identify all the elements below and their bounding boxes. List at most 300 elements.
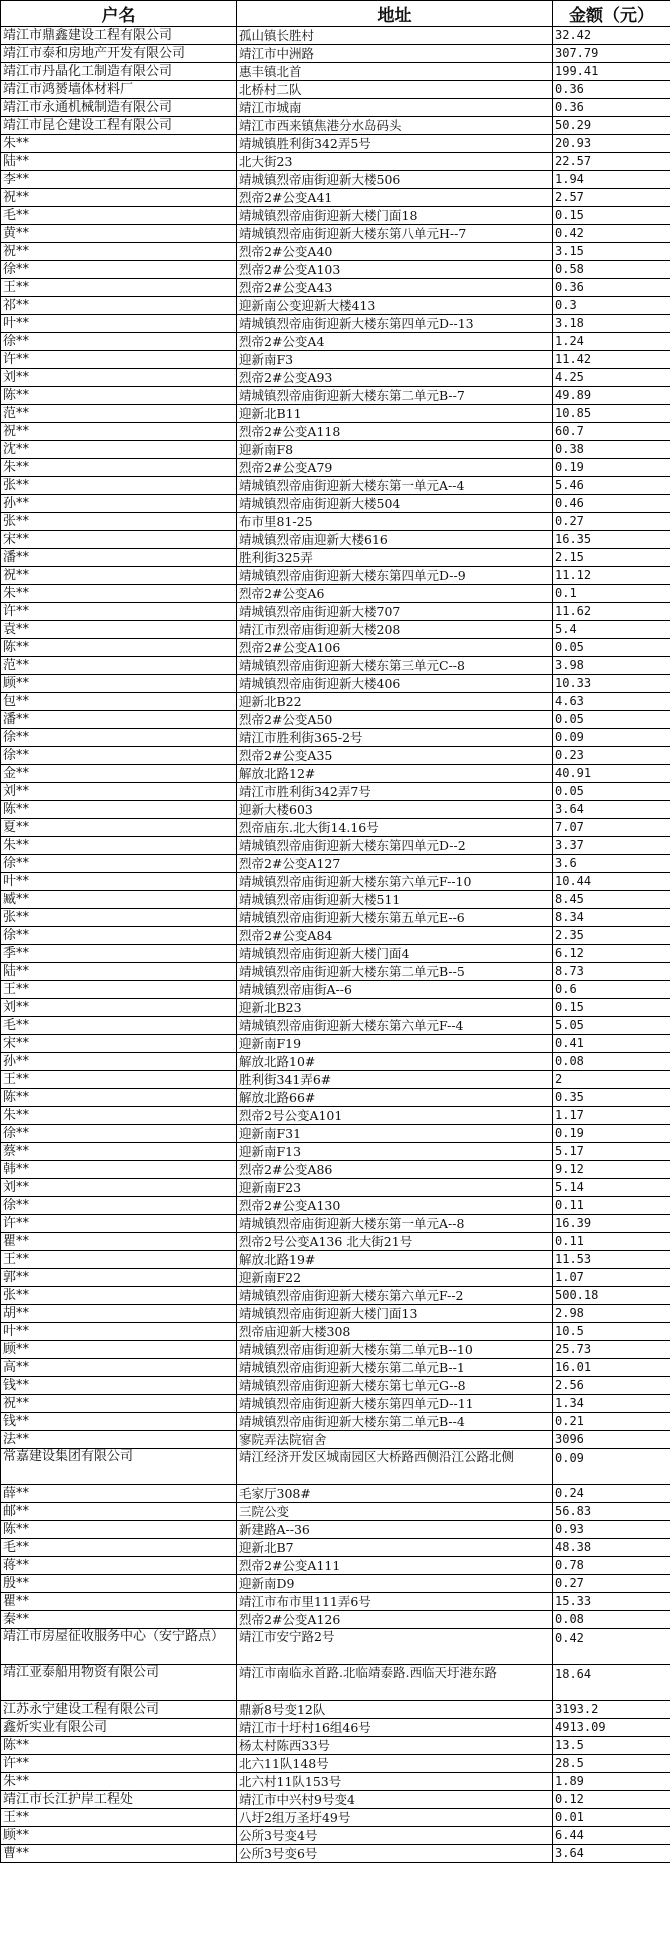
table-row (1, 1143, 670, 1161)
amount-cell: 0.12 (553, 1791, 670, 1809)
amount-cell: 1.17 (553, 1107, 670, 1125)
amount-cell: 3.6 (553, 855, 670, 873)
account-name-cell: 王** (1, 1251, 237, 1269)
amount-cell: 0.11 (553, 1233, 670, 1251)
address-cell: 靖城镇烈帝庙街迎新大楼门面18 (237, 207, 553, 225)
account-name-cell: 钱** (1, 1377, 237, 1395)
account-name-cell: 徐** (1, 855, 237, 873)
address-cell: 迎新南F3 (237, 351, 553, 369)
account-name-cell: 靖江市泰和房地产开发有限公司 (1, 45, 237, 63)
address-cell: 烈帝2#公变A79 (237, 459, 553, 477)
address-cell: 靖城镇烈帝庙街迎新大楼东第六单元F--2 (237, 1287, 553, 1305)
table-row (1, 441, 670, 459)
amount-cell: 0.15 (553, 999, 670, 1017)
amount-cell: 5.05 (553, 1017, 670, 1035)
account-name-cell: 朱** (1, 837, 237, 855)
address-cell: 烈帝2#公变A111 (237, 1557, 553, 1575)
table-row (1, 945, 670, 963)
amount-cell: 0.09 (553, 729, 670, 747)
address-cell: 靖城镇烈帝庙街迎新大楼东第五单元E--6 (237, 909, 553, 927)
address-cell: 孤山镇长胜村 (237, 27, 553, 45)
amount-cell: 49.89 (553, 387, 670, 405)
amount-cell: 10.85 (553, 405, 670, 423)
amount-cell: 6.44 (553, 1827, 670, 1845)
amount-cell: 1.24 (553, 333, 670, 351)
table-row (1, 1215, 670, 1233)
address-cell: 靖江市中兴村9号变4 (237, 1791, 553, 1809)
address-cell: 寥院弄法院宿舍 (237, 1431, 553, 1449)
table-row (1, 747, 670, 765)
table-row (1, 1755, 670, 1773)
amount-cell: 0.11 (553, 1197, 670, 1215)
amount-cell: 10.5 (553, 1323, 670, 1341)
account-name-cell: 毛** (1, 1539, 237, 1557)
amount-cell: 16.01 (553, 1359, 670, 1377)
address-cell: 靖江市胜利街342弄7号 (237, 783, 553, 801)
amount-cell: 16.39 (553, 1215, 670, 1233)
address-cell: 胜利街341弄6# (237, 1071, 553, 1089)
address-cell: 北六11队148号 (237, 1755, 553, 1773)
account-name-cell: 顾** (1, 1341, 237, 1359)
address-cell: 毛家厅308# (237, 1485, 553, 1503)
table-row (1, 1341, 670, 1359)
table-row (1, 765, 670, 783)
amount-cell: 0.21 (553, 1413, 670, 1431)
account-name-cell: 张** (1, 1287, 237, 1305)
table-row (1, 477, 670, 495)
address-cell: 靖江市西来镇焦港分水岛码头 (237, 117, 553, 135)
account-name-cell: 宋** (1, 531, 237, 549)
table-row (1, 1719, 670, 1737)
table-row (1, 729, 670, 747)
table-row (1, 1287, 670, 1305)
table-row (1, 531, 670, 549)
amount-cell: 28.5 (553, 1755, 670, 1773)
account-name-cell: 李** (1, 171, 237, 189)
amount-cell: 0.1 (553, 585, 670, 603)
amount-cell: 0.05 (553, 639, 670, 657)
address-cell: 鼎新8号变12队 (237, 1701, 553, 1719)
address-cell: 北六村11队153号 (237, 1773, 553, 1791)
amount-cell: 8.45 (553, 891, 670, 909)
account-name-cell: 祁** (1, 297, 237, 315)
amount-cell: 3.15 (553, 243, 670, 261)
table-row (1, 1539, 670, 1557)
account-name-cell: 靖江市鼎鑫建设工程有限公司 (1, 27, 237, 45)
table-row (1, 279, 670, 297)
account-name-cell: 胡** (1, 1305, 237, 1323)
account-name-cell: 王** (1, 279, 237, 297)
address-cell: 新建路A--36 (237, 1521, 553, 1539)
address-cell: 迎新南F8 (237, 441, 553, 459)
account-name-cell: 朱** (1, 459, 237, 477)
amount-cell: 5.17 (553, 1143, 670, 1161)
address-cell: 靖城镇烈帝庙街迎新大楼东第二单元B--1 (237, 1359, 553, 1377)
table-row (1, 837, 670, 855)
amount-cell: 0.09 (553, 1449, 670, 1485)
address-cell: 迎新北B11 (237, 405, 553, 423)
account-name-cell: 刘** (1, 999, 237, 1017)
account-name-cell: 范** (1, 657, 237, 675)
amount-cell: 0.19 (553, 1125, 670, 1143)
account-name-cell: 瞿** (1, 1233, 237, 1251)
amount-cell: 0.05 (553, 711, 670, 729)
account-name-cell: 刘** (1, 369, 237, 387)
amount-cell: 40.91 (553, 765, 670, 783)
table-row (1, 333, 670, 351)
table-row (1, 927, 670, 945)
amount-cell: 199.41 (553, 63, 670, 81)
account-name-cell: 徐** (1, 747, 237, 765)
table-row (1, 855, 670, 873)
address-cell: 靖江市安宁路2号 (237, 1629, 553, 1665)
address-cell: 烈帝2#公变A84 (237, 927, 553, 945)
amount-cell: 1.07 (553, 1269, 670, 1287)
address-cell: 迎新南公变迎新大楼413 (237, 297, 553, 315)
table-row (1, 1665, 670, 1701)
account-name-cell: 祝** (1, 423, 237, 441)
column-header-name: 户名 (1, 1, 237, 27)
address-cell: 解放北路12# (237, 765, 553, 783)
account-name-cell: 靖江市房屋征收服务中心（安宁路点） (1, 1629, 237, 1665)
address-cell: 靖城镇烈帝庙街迎新大楼东第四单元D--13 (237, 315, 553, 333)
account-name-cell: 法** (1, 1431, 237, 1449)
table-row (1, 27, 670, 45)
account-name-cell: 夏** (1, 819, 237, 837)
address-cell: 北大街23 (237, 153, 553, 171)
amount-cell: 11.12 (553, 567, 670, 585)
amount-cell: 500.18 (553, 1287, 670, 1305)
address-cell: 惠丰镇北首 (237, 63, 553, 81)
account-name-cell: 陈** (1, 1737, 237, 1755)
table-row (1, 315, 670, 333)
table-row (1, 1053, 670, 1071)
account-name-cell: 徐** (1, 333, 237, 351)
address-cell: 靖城镇烈帝庙街迎新大楼东第二单元B--7 (237, 387, 553, 405)
address-cell: 烈帝2#公变A43 (237, 279, 553, 297)
account-name-cell: 曹** (1, 1845, 237, 1863)
table-row (1, 603, 670, 621)
account-name-cell: 金** (1, 765, 237, 783)
address-cell: 靖城镇烈帝庙街迎新大楼东第四单元D--11 (237, 1395, 553, 1413)
account-name-cell: 毛** (1, 207, 237, 225)
account-name-cell: 王** (1, 981, 237, 999)
address-cell: 公所3号变4号 (237, 1827, 553, 1845)
table-row (1, 585, 670, 603)
table-row (1, 351, 670, 369)
amount-cell: 0.08 (553, 1053, 670, 1071)
amount-cell: 0.58 (553, 261, 670, 279)
account-name-cell: 张** (1, 909, 237, 927)
amount-cell: 18.64 (553, 1665, 670, 1701)
account-name-cell: 许** (1, 603, 237, 621)
account-name-cell: 徐** (1, 261, 237, 279)
amount-cell: 8.73 (553, 963, 670, 981)
table-row (1, 1179, 670, 1197)
amount-cell: 4.63 (553, 693, 670, 711)
table-row (1, 909, 670, 927)
amount-cell: 3193.2 (553, 1701, 670, 1719)
address-cell: 烈帝庙迎新大楼308 (237, 1323, 553, 1341)
table-row (1, 261, 670, 279)
address-cell: 靖城镇烈帝庙街A--6 (237, 981, 553, 999)
account-name-cell: 朱** (1, 1773, 237, 1791)
table-row (1, 1845, 670, 1863)
account-name-cell: 朱** (1, 585, 237, 603)
address-cell: 靖城镇烈帝庙街迎新大楼707 (237, 603, 553, 621)
address-cell: 烈帝2#公变A103 (237, 261, 553, 279)
address-cell: 迎新南D9 (237, 1575, 553, 1593)
amount-cell: 1.89 (553, 1773, 670, 1791)
amount-cell: 8.34 (553, 909, 670, 927)
account-name-cell: 沈** (1, 441, 237, 459)
account-name-cell: 陈** (1, 387, 237, 405)
table-row (1, 459, 670, 477)
amount-cell: 0.23 (553, 747, 670, 765)
table-row (1, 189, 670, 207)
account-name-cell: 叶** (1, 315, 237, 333)
table-row (1, 981, 670, 999)
table-row (1, 1161, 670, 1179)
table-row (1, 891, 670, 909)
amount-cell: 5.46 (553, 477, 670, 495)
address-cell: 烈帝2号公变A101 (237, 1107, 553, 1125)
account-name-cell: 徐** (1, 729, 237, 747)
address-cell: 杨太村陈西33号 (237, 1737, 553, 1755)
address-cell: 靖城镇烈帝庙街迎新大楼东第四单元D--9 (237, 567, 553, 585)
amount-cell: 0.38 (553, 441, 670, 459)
address-cell: 烈帝2#公变A118 (237, 423, 553, 441)
address-cell: 烈帝2#公变A35 (237, 747, 553, 765)
address-cell: 靖城镇烈帝庙街迎新大楼东第二单元B--4 (237, 1413, 553, 1431)
address-cell: 烈帝2号公变A136 北大街21号 (237, 1233, 553, 1251)
address-cell: 靖城镇烈帝庙街迎新大楼东第八单元H--7 (237, 225, 553, 243)
table-row (1, 135, 670, 153)
account-name-cell: 江苏永宁建设工程有限公司 (1, 1701, 237, 1719)
address-cell: 靖城镇烈帝庙街迎新大楼东第六单元F--4 (237, 1017, 553, 1035)
amount-cell: 11.42 (553, 351, 670, 369)
table-row (1, 1575, 670, 1593)
amount-cell: 0.42 (553, 1629, 670, 1665)
table-row (1, 405, 670, 423)
table-row (1, 1629, 670, 1665)
account-name-cell: 陆** (1, 963, 237, 981)
amount-cell: 0.3 (553, 297, 670, 315)
table-row (1, 1557, 670, 1575)
account-name-cell: 常嘉建设集团有限公司 (1, 1449, 237, 1485)
amount-cell: 50.29 (553, 117, 670, 135)
table-row (1, 1089, 670, 1107)
amount-cell: 0.19 (553, 459, 670, 477)
account-name-cell: 祝** (1, 189, 237, 207)
amount-cell: 5.14 (553, 1179, 670, 1197)
amount-cell: 25.73 (553, 1341, 670, 1359)
table-row (1, 1791, 670, 1809)
account-name-cell: 徐** (1, 1197, 237, 1215)
account-name-cell: 顾** (1, 675, 237, 693)
table-row (1, 369, 670, 387)
amount-cell: 56.83 (553, 1503, 670, 1521)
table-row (1, 45, 670, 63)
amount-cell: 2.98 (553, 1305, 670, 1323)
address-cell: 靖江市布市里111弄6号 (237, 1593, 553, 1611)
amount-cell: 0.08 (553, 1611, 670, 1629)
table-row (1, 657, 670, 675)
amount-cell: 3.37 (553, 837, 670, 855)
table-row (1, 1503, 670, 1521)
address-cell: 迎新北B7 (237, 1539, 553, 1557)
account-name-cell: 许** (1, 1215, 237, 1233)
account-name-cell: 宋** (1, 1035, 237, 1053)
amount-cell: 2 (553, 1071, 670, 1089)
account-name-cell: 顾** (1, 1827, 237, 1845)
account-name-cell: 靖江亚泰船用物资有限公司 (1, 1665, 237, 1701)
address-cell: 迎新大楼603 (237, 801, 553, 819)
table-row (1, 1521, 670, 1539)
table-row (1, 1233, 670, 1251)
table-row (1, 297, 670, 315)
amount-cell: 15.33 (553, 1593, 670, 1611)
address-cell: 靖城镇烈帝庙街迎新大楼东第一单元A--8 (237, 1215, 553, 1233)
amount-cell: 16.35 (553, 531, 670, 549)
amount-cell: 11.62 (553, 603, 670, 621)
amount-cell: 0.93 (553, 1521, 670, 1539)
address-cell: 靖城镇烈帝庙街迎新大楼东第六单元F--10 (237, 873, 553, 891)
address-cell: 烈帝2#公变A126 (237, 1611, 553, 1629)
account-name-cell: 臧** (1, 891, 237, 909)
address-cell: 烈帝庙东.北大街14.16号 (237, 819, 553, 837)
account-name-cell: 张** (1, 477, 237, 495)
table-row (1, 567, 670, 585)
amount-cell: 48.38 (553, 1539, 670, 1557)
table-row (1, 495, 670, 513)
table-row (1, 873, 670, 891)
amount-cell: 0.35 (553, 1089, 670, 1107)
table-row (1, 1395, 670, 1413)
account-name-cell: 刘** (1, 1179, 237, 1197)
address-cell: 胜利街325弄 (237, 549, 553, 567)
amount-cell: 0.27 (553, 513, 670, 531)
address-cell: 靖江市十圩村16组46号 (237, 1719, 553, 1737)
table-row (1, 225, 670, 243)
account-name-cell: 王** (1, 1809, 237, 1827)
address-cell: 靖城镇烈帝庙街迎新大楼门面13 (237, 1305, 553, 1323)
account-name-cell: 钱** (1, 1413, 237, 1431)
address-cell: 迎新南F31 (237, 1125, 553, 1143)
address-cell: 靖城镇烈帝庙街迎新大楼东第二单元B--5 (237, 963, 553, 981)
account-name-cell: 朱** (1, 135, 237, 153)
table-body (1, 27, 670, 1863)
address-cell: 迎新南F13 (237, 1143, 553, 1161)
table-row (1, 1125, 670, 1143)
account-name-cell: 邮** (1, 1503, 237, 1521)
amount-cell: 0.36 (553, 81, 670, 99)
amount-cell: 0.05 (553, 783, 670, 801)
account-name-cell: 孙** (1, 495, 237, 513)
address-cell: 靖城镇烈帝庙街迎新大楼东第四单元D--2 (237, 837, 553, 855)
address-cell: 三院公变 (237, 1503, 553, 1521)
address-cell: 靖江市胜利街365-2号 (237, 729, 553, 747)
table-row (1, 1593, 670, 1611)
address-cell: 靖城镇烈帝庙街迎新大楼东第三单元C--8 (237, 657, 553, 675)
address-cell: 靖江市城南 (237, 99, 553, 117)
address-cell: 烈帝2#公变A130 (237, 1197, 553, 1215)
amount-cell: 0.36 (553, 99, 670, 117)
account-name-cell: 鑫炘实业有限公司 (1, 1719, 237, 1737)
address-cell: 靖江经济开发区城南园区大桥路西侧沿江公路北侧 (237, 1449, 553, 1485)
amount-cell: 9.12 (553, 1161, 670, 1179)
amount-cell: 10.33 (553, 675, 670, 693)
amount-cell: 4913.09 (553, 1719, 670, 1737)
account-name-cell: 徐** (1, 1125, 237, 1143)
address-cell: 烈帝2#公变A41 (237, 189, 553, 207)
account-name-cell: 孙** (1, 1053, 237, 1071)
address-cell: 迎新南F23 (237, 1179, 553, 1197)
table-row (1, 1449, 670, 1485)
account-name-cell: 叶** (1, 873, 237, 891)
amount-cell: 0.42 (553, 225, 670, 243)
column-header-amount: 金额（元） (553, 1, 670, 27)
account-name-cell: 郭** (1, 1269, 237, 1287)
amount-cell: 2.57 (553, 189, 670, 207)
account-name-cell: 高** (1, 1359, 237, 1377)
address-cell: 靖城镇烈帝庙街迎新大楼东第七单元G--8 (237, 1377, 553, 1395)
amount-cell: 0.27 (553, 1575, 670, 1593)
amount-cell: 3.98 (553, 657, 670, 675)
table-row (1, 1323, 670, 1341)
address-cell: 烈帝2#公变A50 (237, 711, 553, 729)
table-row (1, 153, 670, 171)
amount-cell: 3.18 (553, 315, 670, 333)
amount-cell: 0.41 (553, 1035, 670, 1053)
account-name-cell: 张** (1, 513, 237, 531)
account-name-cell: 范** (1, 405, 237, 423)
table-row (1, 711, 670, 729)
account-name-cell: 袁** (1, 621, 237, 639)
address-cell: 靖城镇烈帝庙街迎新大楼504 (237, 495, 553, 513)
table-row (1, 81, 670, 99)
address-cell: 靖江市南临永首路.北临靖泰路.西临天圩港东路 (237, 1665, 553, 1701)
table-row (1, 801, 670, 819)
account-name-cell: 蒋** (1, 1557, 237, 1575)
header-row (1, 1, 670, 27)
table-row (1, 387, 670, 405)
address-cell: 解放北路19# (237, 1251, 553, 1269)
table-row (1, 1377, 670, 1395)
account-name-cell: 毛** (1, 1017, 237, 1035)
amount-cell: 2.35 (553, 927, 670, 945)
table-row (1, 675, 670, 693)
table-row (1, 549, 670, 567)
address-cell: 靖城镇烈帝庙街迎新大楼东第一单元A--4 (237, 477, 553, 495)
amount-cell: 5.4 (553, 621, 670, 639)
address-cell: 八圩2组万圣圩49号 (237, 1809, 553, 1827)
address-cell: 靖城镇烈帝庙街迎新大楼511 (237, 891, 553, 909)
account-name-cell: 陈** (1, 1089, 237, 1107)
amount-cell: 0.46 (553, 495, 670, 513)
address-cell: 迎新南F22 (237, 1269, 553, 1287)
address-cell: 靖城镇烈帝庙街迎新大楼门面4 (237, 945, 553, 963)
account-name-cell: 叶** (1, 1323, 237, 1341)
account-name-cell: 徐** (1, 927, 237, 945)
address-cell: 烈帝2#公变A6 (237, 585, 553, 603)
address-cell: 布市里81-25 (237, 513, 553, 531)
address-cell: 靖城镇烈帝庙街迎新大楼506 (237, 171, 553, 189)
account-name-cell: 靖江市鸿赟墙体材料厂 (1, 81, 237, 99)
table-row (1, 783, 670, 801)
table-row (1, 1269, 670, 1287)
amount-cell: 3.64 (553, 801, 670, 819)
